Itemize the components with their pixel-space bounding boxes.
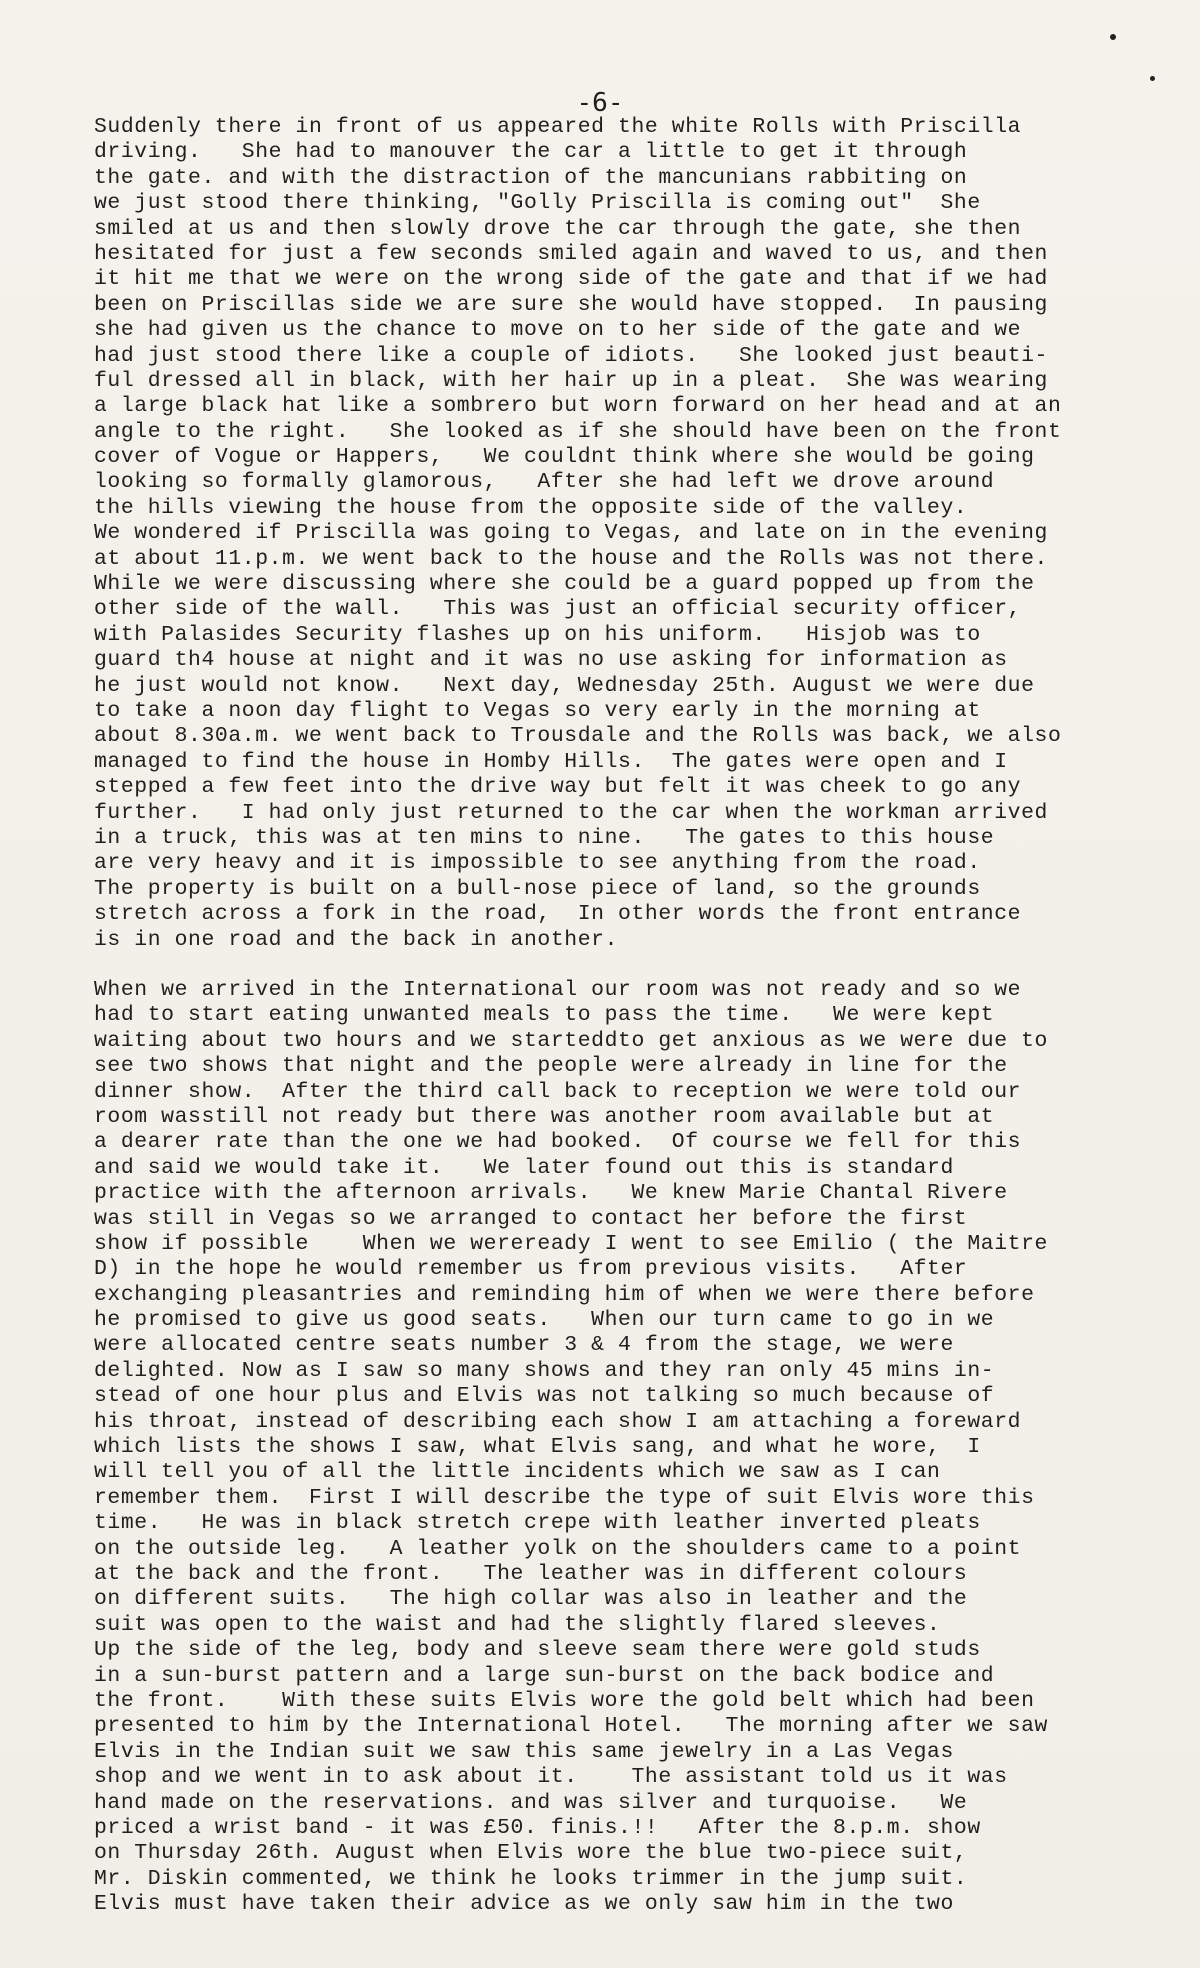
text-line: We wondered if Priscilla was going to Vegas, and late on in the evening xyxy=(94,521,1048,546)
text-line: ful dressed all in black, with her hair up in a pleat. She was wearing xyxy=(94,368,1048,393)
text-line: dinner show. After the third call back to reception we were told our xyxy=(94,1079,1022,1104)
text-line: The property is built on a bull-nose piece of land, so the grounds xyxy=(94,876,981,901)
text-line: on the outside leg. A leather yolk on the shoulders came to a point xyxy=(94,1536,1022,1561)
paragraph-priscilla-rolls xyxy=(94,115,1184,953)
text-line: remember them. First I will describe the type of suit Elvis wore this xyxy=(94,1485,1035,1510)
text-line: shop and we went in to ask about it. The assistant told us it was xyxy=(94,1765,1008,1790)
text-line: time. He was in black stretch crepe with leather inverted pleats xyxy=(94,1511,981,1536)
text-line: Elvis must have taken their advice as we only saw him in the two xyxy=(94,1892,954,1917)
text-line: While we were discussing where she could be a guard popped up from the xyxy=(94,572,1035,597)
text-line: it hit me that we were on the wrong side of the gate and that if we had xyxy=(94,267,1048,292)
text-line: at about 11.p.m. we went back to the house and the Rolls was not there. xyxy=(94,546,1048,571)
text-line: managed to find the house in Homby Hills. The gates were open and I xyxy=(94,749,1008,774)
text-line: at the back and the front. The leather was in different colours xyxy=(94,1561,968,1586)
text-line: had to start eating unwanted meals to pass the time. We were kept xyxy=(94,1003,995,1028)
text-line: he promised to give us good seats. When our turn came to go in we xyxy=(94,1308,995,1333)
text-line: smiled at us and then slowly drove the car through the gate, she then xyxy=(94,216,1022,241)
text-line: further. I had only just returned to the car when the workman arrived xyxy=(94,800,1048,825)
text-line: she had given us the chance to move on to her side of the gate and we xyxy=(94,318,1022,343)
text-line: the front. With these suits Elvis wore the gold belt which had been xyxy=(94,1688,1035,1713)
text-line: cover of Vogue or Happers, We couldnt think where she would be going xyxy=(94,445,1035,470)
text-line: practice with the afternoon arrivals. We knew Marie Chantal Rivere xyxy=(94,1181,1008,1206)
text-line: he just would not know. Next day, Wednesday 25th. August we were due xyxy=(94,673,1035,698)
ink-speck xyxy=(1110,34,1116,40)
text-line: are very heavy and it is impossible to see anything from the road. xyxy=(94,851,981,876)
text-line: show if possible When we wereready I went to see Emilio ( the Maitre xyxy=(94,1231,1048,1256)
text-line: suit was open to the waist and had the slightly flared sleeves. xyxy=(94,1612,941,1637)
text-line: with Palasides Security flashes up on his uniform. Hisjob was to xyxy=(94,622,981,647)
text-line: been on Priscillas side we are sure she would have stopped. In pausing xyxy=(94,292,1048,317)
text-line: When we arrived in the International our room was not ready and so we xyxy=(94,978,1022,1002)
text-line: in a truck, this was at ten mins to nine. The gates to this house xyxy=(94,825,995,850)
text-line: a dearer rate than the one we had booked. Of course we fell for this xyxy=(94,1130,1022,1155)
text-line: about 8.30a.m. we went back to Trousdale and the Rolls was back, we also xyxy=(94,724,1062,749)
text-line: his throat, instead of describing each show I am attaching a foreward xyxy=(94,1409,1022,1434)
text-line: was still in Vegas so we arranged to contact her before the first xyxy=(94,1206,968,1231)
text-line: on Thursday 26th. August when Elvis wore the blue two-piece suit, xyxy=(94,1841,968,1866)
text-line: hesitated for just a few seconds smiled again and waved to us, and then xyxy=(94,241,1048,266)
text-line: D) in the hope he would remember us from previous visits. After xyxy=(94,1257,968,1282)
text-line: we just stood there thinking, "Golly Priscilla is coming out" She xyxy=(94,191,981,216)
text-line: which lists the shows I saw, what Elvis sang, and what he wore, I xyxy=(94,1435,981,1460)
text-line: presented to him by the International Hotel. The morning after we saw xyxy=(94,1714,1048,1739)
text-line: Mr. Diskin commented, we think he looks trimmer in the jump suit. xyxy=(94,1866,968,1891)
text-line: to take a noon day flight to Vegas so very early in the morning at xyxy=(94,698,981,723)
text-line: and said we would take it. We later found out this is standard xyxy=(94,1155,954,1180)
text-line: were allocated centre seats number 3 & 4 from the stage, we were xyxy=(94,1333,954,1358)
text-line: delighted. Now as I saw so many shows and they ran only 45 mins in- xyxy=(94,1358,995,1383)
text-line: waiting about two hours and we starteddto get anxious as we were due to xyxy=(94,1028,1048,1053)
text-line: Elvis in the Indian suit we saw this same jewelry in a Las Vegas xyxy=(94,1739,954,1764)
text-line: in a sun-burst pattern and a large sun-burst on the back bodice and xyxy=(94,1663,995,1688)
text-line: hand made on the reservations. and was silver and turquoise. We xyxy=(94,1790,968,1815)
text-line: had just stood there like a couple of idiots. She looked just beauti- xyxy=(94,343,1048,368)
text-line: see two shows that night and the people were already in line for the xyxy=(94,1054,1008,1079)
text-line: looking so formally glamorous, After she had left we drove around xyxy=(94,470,995,495)
text-line: the gate. and with the distraction of the mancunians rabbiting on xyxy=(94,165,968,190)
text-line: Suddenly there in front of us appeared the white Rolls with Priscilla xyxy=(94,115,1022,139)
text-line: a large black hat like a sombrero but worn forward on her head and at an xyxy=(94,394,1062,419)
text-line: will tell you of all the little incidents which we saw as I can xyxy=(94,1460,941,1485)
text-line: room wasstill not ready but there was another room available but at xyxy=(94,1104,995,1129)
text-line: driving. She had to manouver the car a little to get it through xyxy=(94,140,968,165)
text-line: on different suits. The high collar was also in leather and the xyxy=(94,1587,968,1612)
text-line: the hills viewing the house from the opposite side of the valley. xyxy=(94,495,968,520)
text-line: other side of the wall. This was just an official security officer, xyxy=(94,597,1022,622)
page-number: -6- xyxy=(576,88,624,118)
text-line: stead of one hour plus and Elvis was not talking so much because of xyxy=(94,1384,995,1409)
text-line: stretch across a fork in the road, In other words the front entrance xyxy=(94,902,1022,927)
ink-speck xyxy=(1150,76,1155,81)
text-line: exchanging pleasantries and reminding him of when we were there before xyxy=(94,1282,1035,1307)
text-line: angle to the right. She looked as if she should have been on the front xyxy=(94,419,1062,444)
text-line: stepped a few feet into the drive way but felt it was cheek to go any xyxy=(94,775,1022,800)
text-line: is in one road and the back in another. xyxy=(94,927,619,952)
text-line: priced a wrist band - it was £50. finis.!! After the 8.p.m. show xyxy=(94,1815,981,1840)
paragraph-international-hotel xyxy=(94,978,1184,1917)
text-line: Up the side of the leg, body and sleeve seam there were gold studs xyxy=(94,1638,981,1663)
text-line: guard th4 house at night and it was no use asking for information as xyxy=(94,648,1008,673)
